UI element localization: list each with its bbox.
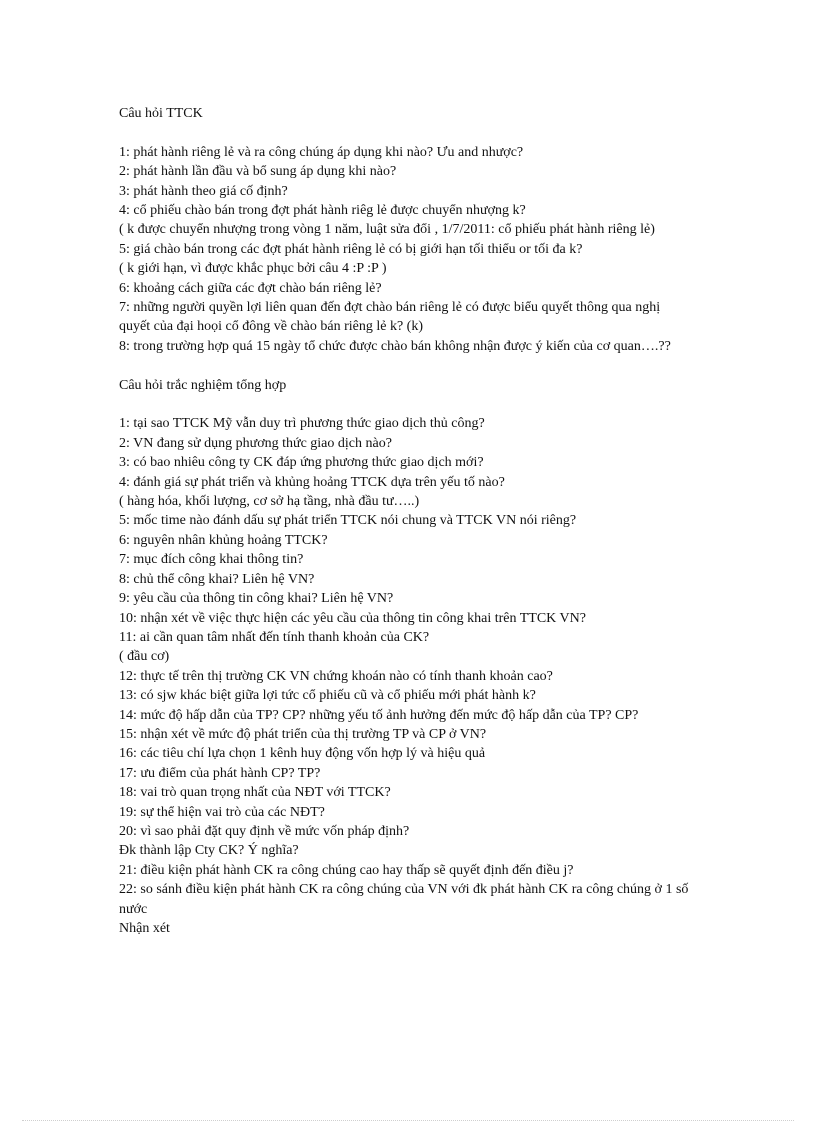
question-line: 8: trong trường hợp quá 15 ngày tổ chức được chào bán không nhận được ý kiến của cơ quan….??: [119, 338, 671, 354]
section-title-quiz: Câu hỏi trắc nghiệm tổng hợp: [119, 377, 287, 393]
question-line: 11: ai cần quan tâm nhất đến tính thanh khoản của CK?: [119, 629, 430, 645]
question-line: 2: VN đang sử dụng phương thức giao dịch nào?: [119, 435, 392, 451]
question-line: 16: các tiêu chí lựa chọn 1 kênh huy động vốn hợp lý và hiệu quả: [119, 746, 486, 762]
question-line: 7: mục đích công khai thông tin?: [119, 552, 304, 568]
question-line: 1: tại sao TTCK Mỹ vẫn duy trì phương thức giao dịch thủ công?: [119, 416, 485, 432]
question-line: 6: khoảng cách giữa các đợt chào bán riêng lẻ?: [119, 280, 382, 296]
answer-line: ( k được chuyển nhượng trong vòng 1 năm, luật sửa đổi , 1/7/2011: cổ phiếu phát hành riêng lẻ): [119, 222, 655, 238]
spacer: [119, 123, 689, 142]
question-line: 13: có sjw khác biệt giữa lợi tức cổ phiếu cũ và cổ phiếu mới phát hành k?: [119, 688, 536, 704]
question-line: 15: nhận xét về mức độ phát triển của thị trường TP và CP ở VN?: [119, 726, 487, 742]
question-line: 5: giá chào bán trong các đợt phát hành riêng lẻ có bị giới hạn tối thiểu or tối đa k?: [119, 241, 583, 257]
question-line: 4: cổ phiếu chào bán trong đợt phát hành riêg lẻ được chuyển nhượng k?: [119, 203, 526, 219]
question-line: 3: có bao nhiêu công ty CK đáp ứng phương thức giao dịch mới?: [119, 455, 484, 471]
question-line: 5: mốc time nào đánh dấu sự phát triển TTCK nói chung và TTCK VN nói riêng?: [119, 513, 577, 529]
question-line: 19: sự thể hiện vai trò của các NĐT?: [119, 804, 325, 820]
question-line: 7: những người quyền lợi liên quan đến đợt chào bán riêng lẻ có được biểu quyết thông qua nghị quyết của đại hoọi cổ đông về chào bán riêng lẻ k? (k): [119, 300, 661, 335]
question-line: 22: so sánh điều kiện phát hành CK ra công chúng của VN với đk phát hành CK ra công chúng ở 1 số nước: [119, 882, 689, 917]
question-line: 21: điều kiện phát hành CK ra công chúng cao hay thấp sẽ quyết định đến điều j?: [119, 862, 574, 878]
question-line: 17: ưu điểm của phát hành CP? TP?: [119, 765, 321, 781]
question-line: 18: vai trò quan trọng nhất của NĐT với TTCK?: [119, 785, 391, 801]
section-title-ttck: Câu hỏi TTCK: [119, 106, 203, 121]
page-bottom-divider: [22, 1120, 794, 1121]
question-line: 20: vì sao phải đặt quy định về mức vốn pháp định?: [119, 823, 410, 839]
question-line: 12: thực tế trên thị trường CK VN chứng khoán nào có tính thanh khoản cao?: [119, 668, 553, 684]
question-line: 8: chủ thể công khai? Liên hệ VN?: [119, 571, 315, 587]
question-line: 6: nguyên nhân khủng hoảng TTCK?: [119, 532, 328, 548]
answer-line: ( k giới hạn, vì được khắc phục bởi câu 4 :P :P ): [119, 261, 387, 277]
question-line: Đk thành lập Cty CK? Ý nghĩa?: [119, 843, 299, 859]
question-line: 2: phát hành lần đầu và bổ sung áp dụng khi nào?: [119, 164, 397, 180]
spacer: [119, 395, 689, 414]
question-line: 1: phát hành riêng lẻ và ra công chúng áp dụng khi nào? Ưu and nhược?: [119, 144, 524, 160]
question-line: 14: mức độ hấp dẫn của TP? CP? những yếu tố ảnh hưởng đến mức độ hấp dẫn của TP? CP?: [119, 707, 639, 723]
question-line: 10: nhận xét về việc thực hiện các yêu cầu của thông tin công khai trên TTCK VN?: [119, 610, 586, 626]
document-body: [119, 104, 689, 938]
question-line: 9: yêu cầu của thông tin công khai? Liên hệ VN?: [119, 591, 394, 607]
question-line: 4: đánh giá sự phát triển và khủng hoảng TTCK dựa trên yếu tố nào?: [119, 474, 505, 490]
answer-line: ( đầu cơ): [119, 649, 170, 665]
answer-line: ( hàng hóa, khối lượng, cơ sở hạ tầng, nhà đầu tư…..): [119, 494, 420, 510]
question-line: 3: phát hành theo giá cố định?: [119, 183, 288, 199]
spacer: [119, 356, 689, 375]
closing-note: Nhận xét: [119, 921, 170, 937]
